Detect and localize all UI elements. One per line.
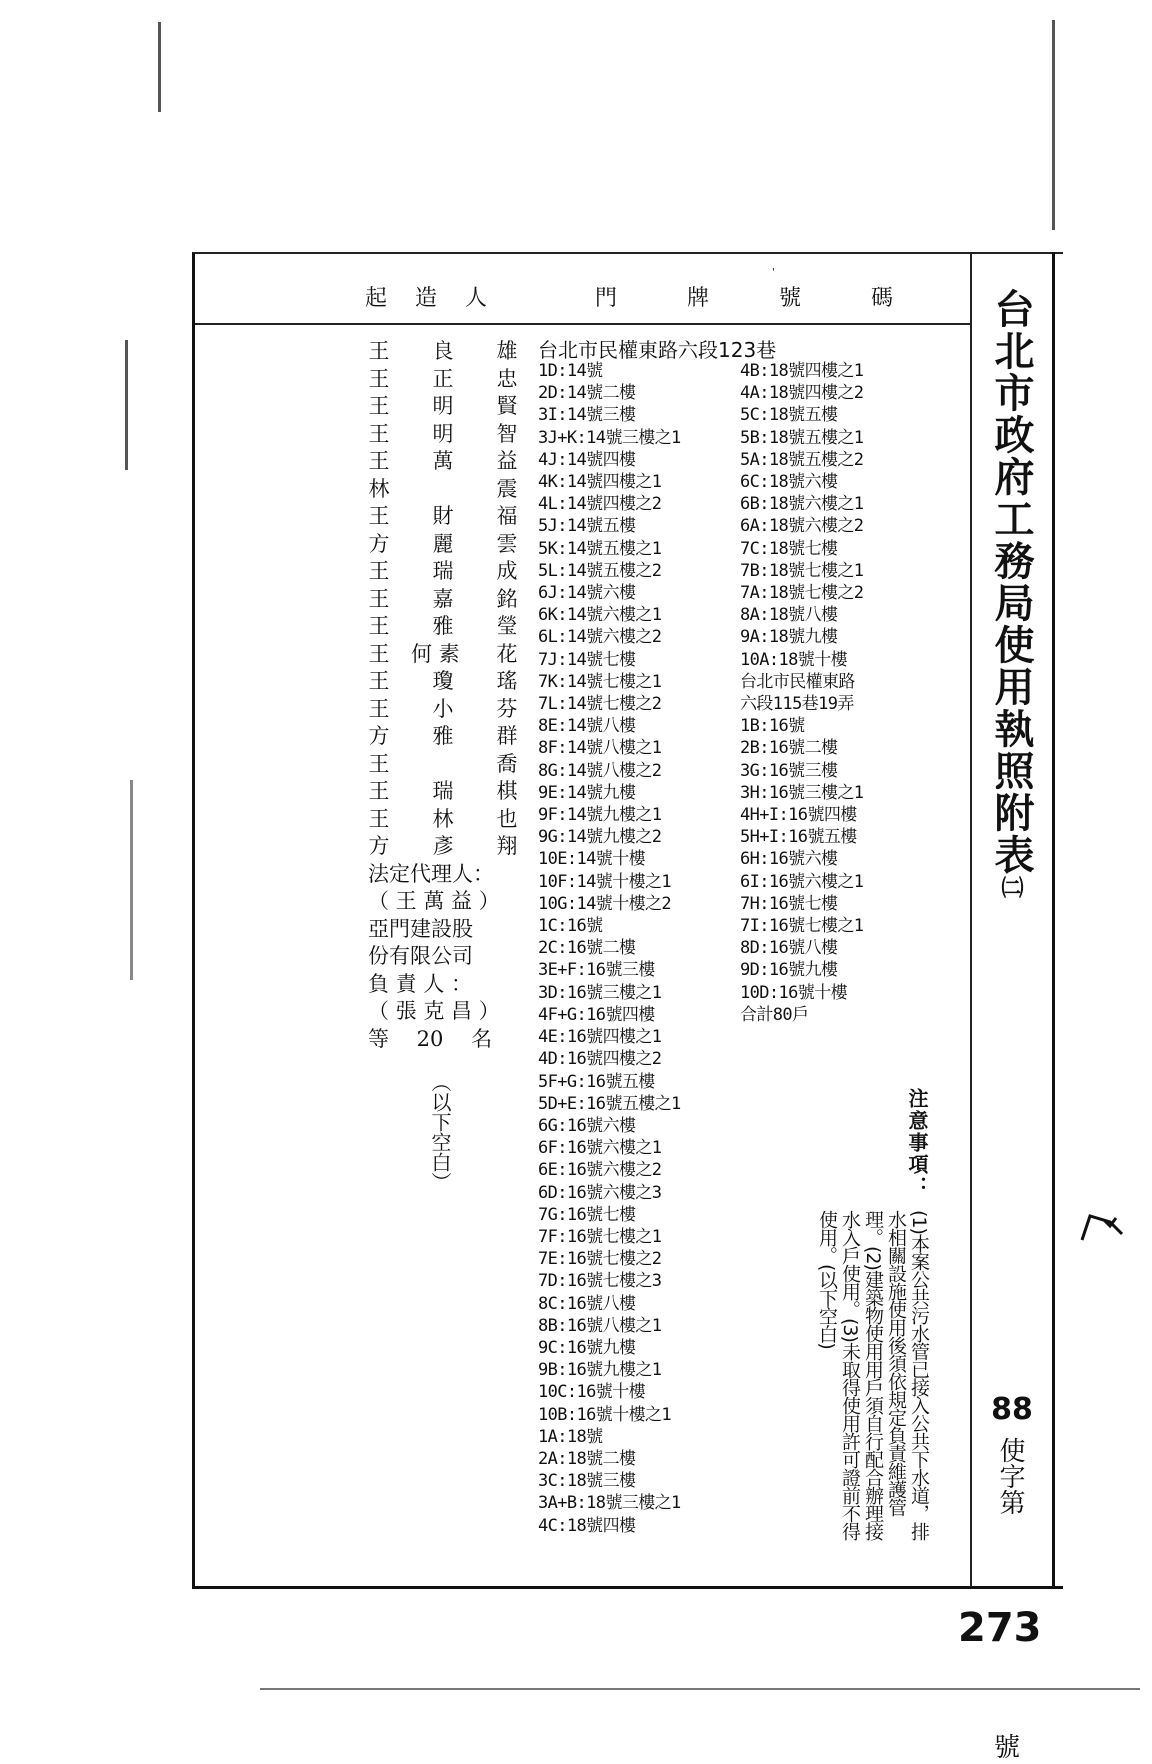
address-line: 6I:16號六樓之1 (740, 871, 864, 892)
builder-char: 王 (368, 779, 390, 803)
builder-tail-line: 等 20 名 (368, 1026, 493, 1051)
address-line: 4J:14號四樓 (538, 449, 636, 470)
builder-char: 忠 (496, 366, 518, 391)
builder-char: 瑞 (432, 779, 454, 803)
builder-char: 財 (432, 504, 454, 528)
builder-char (432, 751, 454, 779)
builder-char: 方 (368, 531, 390, 556)
builder-char: 雅 (432, 724, 454, 748)
builder-char: 賢 (496, 394, 518, 418)
builder-char: 方 (368, 834, 390, 858)
address-line: 4B:18號四樓之1 (740, 361, 864, 381)
builder-char: 王 (368, 586, 390, 611)
address-line: 3I:14號三樓 (538, 405, 636, 426)
address-line: 5F+G:16號五樓 (538, 1071, 655, 1092)
document-title-suffix: ㈡ (998, 876, 1024, 900)
address-street-header: 台北市民權東路六段123巷 (538, 338, 777, 362)
address-line: 7C:18號七樓 (740, 538, 838, 559)
license-serial: 273 (958, 1605, 1042, 1651)
scan-mark-left-2 (125, 340, 128, 470)
address-line: 4L:14號四樓之2 (538, 494, 662, 515)
address-line: 7L:14號七樓之2 (538, 694, 662, 715)
builder-char: 王 (368, 366, 390, 391)
address-line: 5J:14號五樓 (538, 516, 636, 537)
address-line: 5B:18號五樓之1 (740, 427, 864, 448)
builder-char: 王 (368, 751, 390, 776)
builder-char: 成 (496, 559, 518, 583)
builder-row (368, 531, 518, 559)
builder-char: 群 (496, 724, 518, 748)
address-line: 3D:16號三樓之1 (538, 982, 662, 1003)
builder-char: 瑤 (496, 669, 518, 693)
address-line: 5H+I:16號五樓 (740, 827, 857, 848)
address-line: 8B:16號八樓之1 (538, 1315, 662, 1336)
address-line: 6F:16號六樓之1 (538, 1138, 662, 1159)
address-line: 台北市民權東路 (740, 671, 855, 692)
scan-mark-right (1052, 20, 1055, 230)
builder-char: 銘 (496, 586, 518, 611)
address-line: 3A+B:18號三樓之1 (538, 1493, 681, 1514)
address-line: 3G:16號三樓 (740, 760, 838, 781)
address-line: 6D:16號六樓之3 (538, 1182, 662, 1203)
builder-row (368, 503, 518, 531)
builder-char: 雅 (432, 614, 454, 638)
builder-char: 雲 (496, 531, 518, 556)
address-line: 7H:16號七樓 (740, 893, 838, 914)
address-line: 9B:16號九樓之1 (538, 1360, 662, 1381)
address-line: 7B:18號七樓之1 (740, 560, 864, 581)
address-line: 8F:14號八樓之1 (538, 738, 662, 759)
address-line: 8G:14號八樓之2 (538, 760, 662, 781)
address-line: 3C:18號三樓 (538, 1471, 636, 1492)
address-line: 6H:16號六樓 (740, 849, 838, 870)
builder-char: 王 (368, 339, 390, 363)
address-line: 7I:16號七樓之1 (740, 916, 864, 937)
builder-char: 雄 (496, 339, 518, 363)
address-line: 3J+K:14號三樓之1 (538, 427, 681, 448)
scan-mark-bottom (260, 1688, 1140, 1690)
builder-row (368, 448, 518, 476)
builders-list (368, 338, 518, 1053)
address-line: 10D:16號十樓 (740, 982, 848, 1003)
address-line: 9C:16號九樓 (538, 1337, 636, 1358)
address-line: 2A:18號二樓 (538, 1448, 636, 1469)
address-line: 5K:14號五樓之1 (538, 538, 662, 559)
address-line: 7A:18號七樓之2 (740, 583, 864, 604)
address-line: 5A:18號五樓之2 (740, 449, 864, 470)
builder-row (368, 833, 518, 861)
address-line: 2C:16號二樓 (538, 938, 636, 959)
builder-row (368, 476, 518, 504)
address-line: 6A:18號六樓之2 (740, 516, 864, 537)
builder-char: 嘉 (432, 586, 454, 611)
address-line: 10E:14號十樓 (538, 849, 646, 870)
license-year: 88 (991, 1392, 1033, 1427)
address-line: 6L:14號六樓之2 (538, 627, 662, 648)
builder-char (432, 476, 454, 504)
address-line: 7J:14號七樓 (538, 649, 636, 670)
builder-char: 小 (432, 696, 454, 721)
builder-char: 王 (368, 614, 390, 638)
address-line: 10A:18號十樓 (740, 649, 848, 670)
builder-char: 震 (496, 476, 518, 501)
builder-char: 花 (496, 641, 518, 666)
builder-char: 智 (496, 421, 518, 446)
address-line: 6K:14號六樓之1 (538, 605, 662, 626)
address-line: 7D:16號七樓之3 (538, 1271, 662, 1292)
header-tick-mark: ' (772, 267, 775, 278)
address-line: 6E:16號六樓之2 (538, 1160, 662, 1181)
builder-row (368, 613, 518, 641)
address-column-2 (740, 360, 863, 1026)
table-header (195, 253, 970, 325)
header-address: 門牌號碼 (595, 286, 964, 311)
builder-row (368, 393, 518, 421)
builder-char: 益 (496, 449, 518, 473)
address-line: 9G:14號九樓之2 (538, 827, 662, 848)
license-use-label: 使字第 (995, 1437, 1025, 1515)
builder-char: 良 (432, 339, 454, 363)
address-line: 4F+G:16號四樓 (538, 1004, 655, 1025)
builder-tail-line: （ 張 克 昌 ） (368, 999, 500, 1023)
notes-title: 注意事項： (905, 1088, 929, 1198)
scan-mark-left-3 (130, 780, 133, 980)
builder-row (368, 723, 518, 751)
address-line: 4C:18號四樓 (538, 1515, 636, 1536)
address-line: 4A:18號四樓之2 (740, 383, 864, 404)
address-line: 4E:16號四樓之1 (538, 1027, 662, 1048)
address-line: 5D+E:16號五樓之1 (538, 1093, 681, 1114)
builder-row (368, 421, 518, 449)
builder-char: 瓊 (432, 669, 454, 693)
address-line: 1C:16號 (538, 916, 603, 937)
address-line: 3H:16號三樓之1 (740, 782, 864, 803)
address-line: 9D:16號九樓 (740, 960, 838, 981)
notes-text: (1)本案公共污水管已接入公共下水道，排水相關設施使用後須依規定負責維護管理。(2)建築物使用用戶須自行配合辦理接水入戶使用。(3)未取得使用許可證前不得使用。(以下空白) (816, 1210, 930, 1540)
builder-char: 方 (368, 724, 390, 748)
address-line: 9F:14號九樓之1 (538, 805, 662, 826)
builder-tail-line: （ 王 萬 益 ） (368, 889, 500, 913)
address-line: 8D:16號八樓 (740, 938, 838, 959)
builder-row (368, 641, 518, 669)
address-line: 9A:18號九樓 (740, 627, 838, 648)
document-title (988, 288, 1036, 900)
address-line: 5C:18號五樓 (740, 405, 838, 426)
builder-char: 王 (368, 504, 390, 528)
builder-char: 萬 (432, 449, 454, 473)
builder-char: 王 (368, 669, 390, 693)
builder-char: 福 (496, 504, 518, 528)
address-line: 6G:16號六樓 (538, 1115, 636, 1136)
builder-row (368, 751, 518, 779)
builder-char: 林 (368, 476, 390, 501)
address-line: 8C:16號八樓 (538, 1293, 636, 1314)
builder-char: 王 (368, 559, 390, 583)
builder-char: 王 (368, 806, 390, 831)
address-line: 7K:14號七樓之1 (538, 671, 662, 692)
address-line: 4D:16號四樓之2 (538, 1049, 662, 1070)
address-line: 六段115巷19弄 (740, 694, 854, 715)
title-column (958, 252, 1055, 1763)
builder-row (368, 668, 518, 696)
builder-char: 彥 (432, 834, 454, 858)
license-hao: 號 (994, 1733, 1021, 1763)
builder-char: 芬 (496, 696, 518, 721)
address-line: 1B:16號 (740, 716, 805, 737)
address-line: 1A:18號 (538, 1426, 603, 1447)
address-column-1 (538, 360, 681, 1537)
address-line: 10B:16號十樓之1 (538, 1404, 672, 1425)
builder-char: 棋 (496, 779, 518, 803)
address-line: 3E+F:16號三樓 (538, 960, 655, 981)
scan-mark-left (158, 22, 161, 112)
address-line: 6C:18號六樓 (740, 472, 838, 493)
address-line: 2D:14號二樓 (538, 383, 636, 404)
builder-char: 王 (368, 421, 390, 446)
address-line: 9E:14號九樓 (538, 782, 636, 803)
builder-char: 麗 (432, 531, 454, 556)
address-line: 4K:14號四樓之1 (538, 472, 662, 493)
address-line: 8E:14號八樓 (538, 716, 636, 737)
address-line: 合計80戶 (740, 1004, 809, 1025)
builder-row (368, 696, 518, 724)
builder-char: 瑩 (496, 614, 518, 638)
builder-tail-line: 負 責 人 ： (368, 971, 473, 996)
builder-char: 也 (496, 806, 518, 831)
address-line: 1D:14號 (538, 361, 603, 381)
builder-row (368, 586, 518, 614)
address-line: 7E:16號七樓之2 (538, 1249, 662, 1270)
address-line: 4H+I:16號四樓 (740, 805, 857, 826)
builder-row (368, 366, 518, 394)
builder-tail-line: 法定代理人： (368, 861, 494, 886)
address-line: 6B:18號六樓之1 (740, 494, 864, 515)
address-line: 8A:18號八樓 (740, 605, 838, 626)
builder-char: 王 (368, 449, 390, 473)
builder-row (368, 558, 518, 586)
builder-char: 瑞 (432, 559, 454, 583)
document-title-main: 台北市政府工務局使用執照附表 (988, 288, 1035, 876)
builder-char: 喬 (496, 751, 518, 776)
address-line: 10F:14號十樓之1 (538, 871, 672, 892)
builder-char: 明 (432, 421, 454, 446)
builder-char: 王 (368, 696, 390, 721)
address-line: 7G:16號七樓 (538, 1204, 636, 1225)
builder-row (368, 778, 518, 806)
builders-blank-note: （以下空白） (428, 1072, 452, 1192)
builder-char: 林 (432, 806, 454, 831)
builder-row (368, 806, 518, 834)
builder-char: 王 (368, 641, 390, 666)
header-builder: 起造人 (365, 286, 516, 311)
builder-char: 明 (432, 394, 454, 418)
address-line: 6J:14號六樓 (538, 583, 636, 604)
handwritten-mark (1080, 1212, 1126, 1244)
address-line: 10G:14號十樓之2 (538, 893, 672, 914)
address-line: 10C:16號十樓 (538, 1382, 646, 1403)
builder-char: 何 素 (411, 641, 460, 666)
address-line: 2B:16號二樓 (740, 738, 838, 759)
builder-tail-line: 亞門建設股 (368, 916, 473, 941)
builder-char: 正 (432, 366, 454, 391)
builder-char: 王 (368, 394, 390, 418)
address-line: 7F:16號七樓之1 (538, 1226, 662, 1247)
builder-char: 翔 (496, 834, 518, 858)
address-line: 5L:14號五樓之2 (538, 560, 662, 581)
builder-row (368, 338, 518, 366)
builder-tail-line: 份有限公司 (368, 944, 473, 968)
